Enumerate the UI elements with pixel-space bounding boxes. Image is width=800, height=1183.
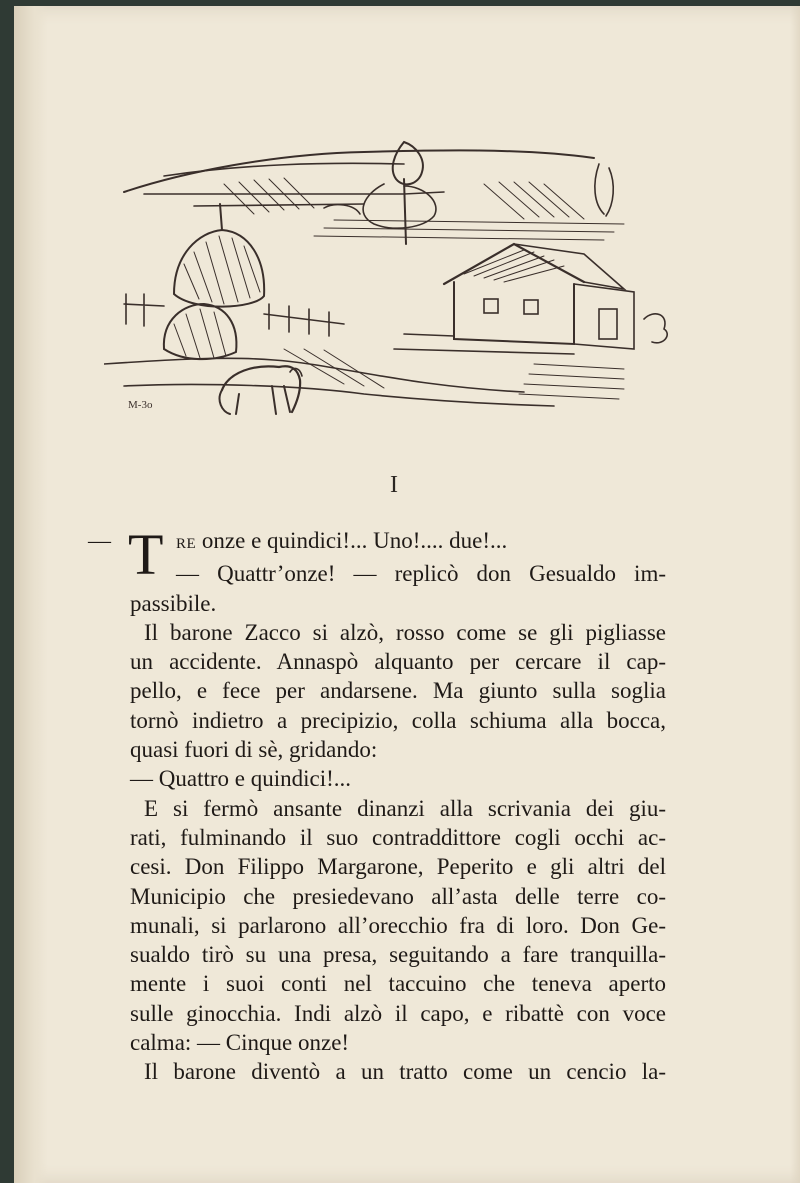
text-line: — Quattr’onze! — replicò don Gesualdo im-	[176, 561, 666, 587]
text-line: cesi. Don Filippo Margarone, Peperito e gli altri del	[130, 854, 666, 880]
text-line: passibile.	[130, 590, 217, 616]
illustration-signature: M-3o	[128, 399, 153, 411]
page-gutter	[14, 6, 48, 1183]
text-line: E si fermò ansante dinanzi alla scrivania dei giu-	[144, 795, 666, 821]
page-edge	[790, 6, 800, 1183]
landscape-illustration	[104, 124, 674, 424]
drop-cap: T	[128, 522, 164, 587]
text-line: sulle ginocchia. Indi alzò il capo, e ribattè con voce	[130, 1000, 666, 1026]
body-text	[88, 522, 666, 1087]
text-line: rati, fulminando il suo contraddittore cogli occhi ac-	[130, 824, 666, 850]
text-line: RE onze e quindici!... Uno!.... due!...	[176, 528, 508, 553]
text-line: sualdo tirò su una presa, seguitando a fare tranquilla-	[130, 942, 666, 968]
chapter-numeral: I	[390, 472, 398, 498]
opening-dash: —	[88, 528, 111, 553]
text-line: tornò indietro a precipizio, colla schiuma alla bocca,	[130, 707, 666, 733]
book-page	[14, 6, 800, 1183]
small-caps: RE	[176, 536, 197, 552]
text-line: quasi fuori di sè, gridando:	[130, 737, 378, 763]
text-line: pello, e fece per andarsene. Ma giunto sulla soglia	[130, 678, 666, 704]
text-line: munali, si parlarono all’orecchio fra di loro. Don Ge-	[130, 912, 666, 938]
text-line: Il barone diventò a un tratto come un cencio la-	[144, 1059, 666, 1085]
text-line: Il barone Zacco si alzò, rosso come se gli pigliasse	[144, 619, 666, 645]
text-line: un accidente. Annaspò alquanto per cercare il cap-	[130, 649, 666, 675]
text-line: Municipio che presiedevano all’asta delle terre co-	[130, 883, 666, 909]
text-line: — Quattro e quindici!...	[130, 766, 352, 792]
text-line: calma: — Cinque onze!	[130, 1030, 350, 1056]
text-line: mente i suoi conti nel taccuino che teneva aperto	[130, 971, 666, 997]
